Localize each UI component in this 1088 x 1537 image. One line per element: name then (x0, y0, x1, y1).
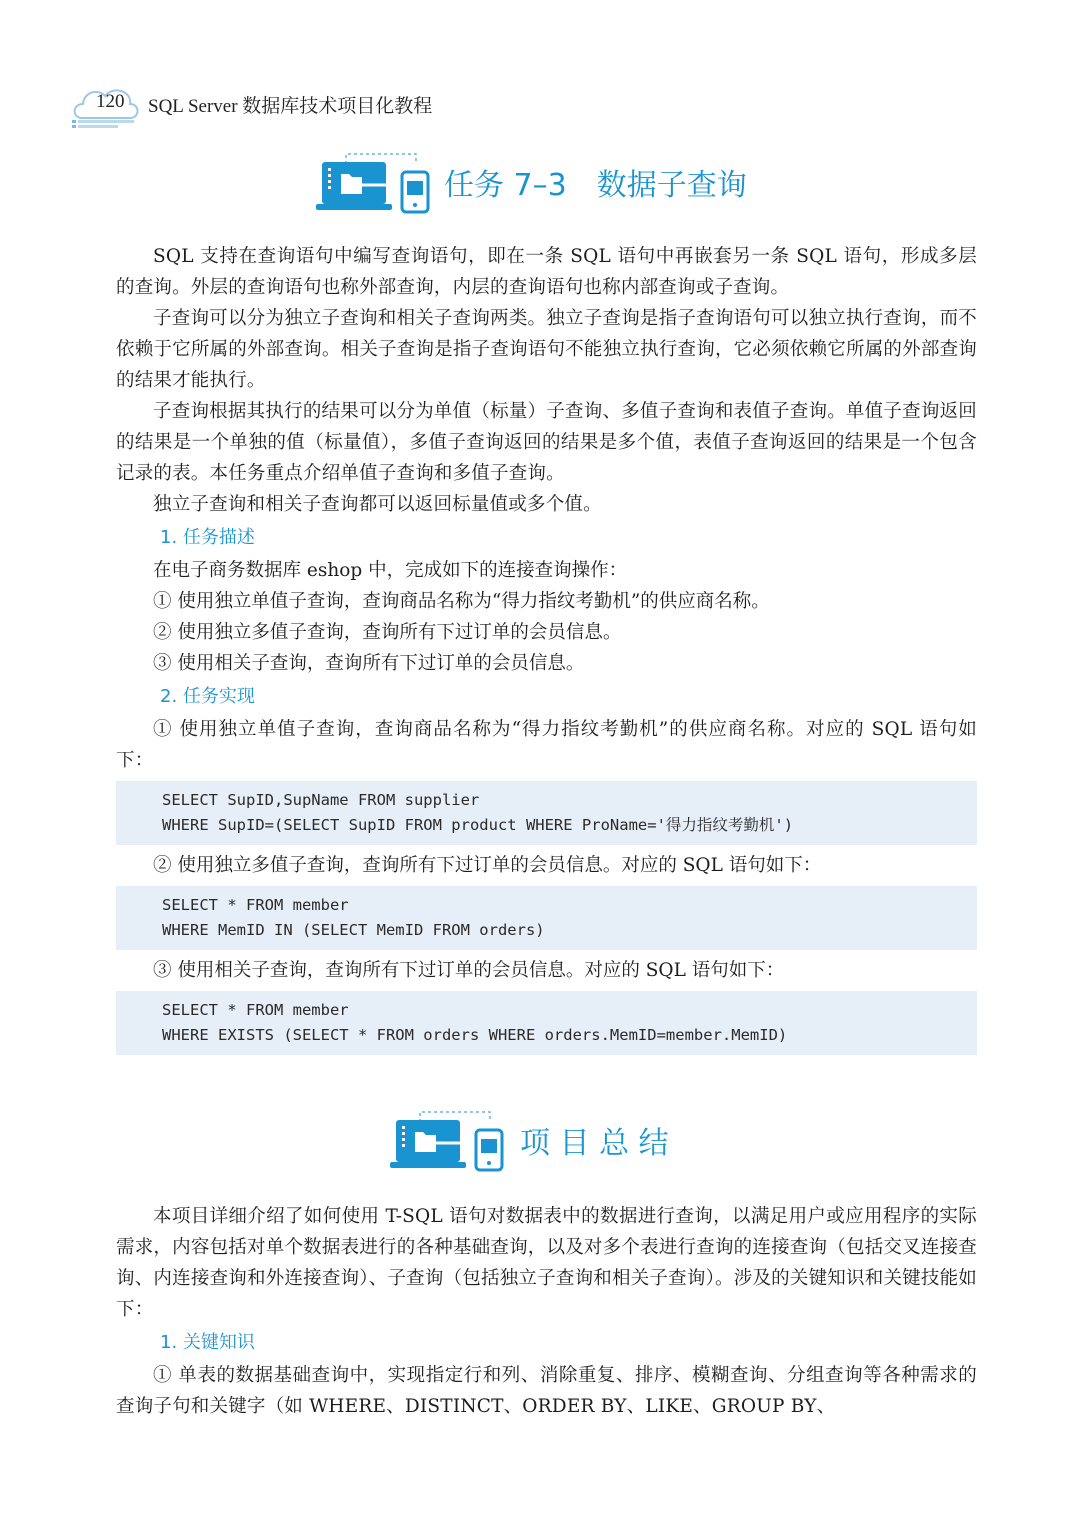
paragraph-4: 独立子查询和相关子查询都可以返回标量值或多个值。 (153, 494, 602, 515)
laptop-phone-icon (390, 1108, 508, 1172)
subheading-task-description: 1. 任务描述 (160, 527, 255, 548)
laptop-phone-icon (316, 150, 434, 214)
code-line: WHERE MemID IN (SELECT MemID FROM orders) (162, 921, 545, 939)
step-1-text: ① 使用独立单值子查询，查询商品名称为“得力指纹考勤机”的供应商名称。对应的 SQL 语句如下： (116, 719, 977, 771)
section-heading-summary (390, 1108, 669, 1172)
paragraph-1: SQL 支持在查询语句中编写查询语句，即在一条 SQL 语句中再嵌套另一条 SQL 语句，形成多层的查询。外层的查询语句也称外部查询，内层的查询语句也称内部查询或子查询。 (116, 246, 977, 298)
knowledge-item-1: ① 单表的数据基础查询中，实现指定行和列、消除重复、排序、模糊查询、分组查询等各种需求的查询子句和关键字（如 WHERE、DISTINCT、ORDER BY、LIKE、GROUP BY、 (116, 1365, 977, 1417)
task-item-2: ② 使用独立多值子查询，查询所有下过订单的会员信息。 (153, 622, 622, 643)
code-line: SELECT * FROM member (162, 1001, 349, 1019)
section-heading-task (316, 150, 747, 214)
page-number: 120 (96, 91, 125, 112)
task-item-1: ① 使用独立单值子查询，查询商品名称为“得力指纹考勤机”的供应商名称。 (153, 591, 770, 612)
task-section-body (116, 241, 977, 1060)
book-title: SQL Server 数据库技术项目化教程 (148, 96, 433, 117)
section-title: 任务 7–3 数据子查询 (444, 168, 747, 203)
code-line: WHERE SupID=(SELECT SupID FROM product WHERE ProName='得力指纹考勤机') (162, 816, 794, 834)
code-block-3 (116, 991, 977, 1055)
subheading-task-implementation: 2. 任务实现 (160, 686, 255, 707)
code-line: SELECT SupID,SupName FROM supplier (162, 791, 480, 809)
code-line: SELECT * FROM member (162, 896, 349, 914)
code-block-2 (116, 886, 977, 950)
step-3-text: ③ 使用相关子查询，查询所有下过订单的会员信息。对应的 SQL 语句如下： (153, 960, 785, 981)
running-header (70, 82, 630, 132)
paragraph-3: 子查询根据其执行的结果可以分为单值（标量）子查询、多值子查询和表值子查询。单值子查询返回的结果是一个单独的值（标量值），多值子查询返回的结果是多个值，表值子查询返回的结果是一个包含记录的表。本任务重点介绍单值子查询和多值子查询。 (116, 401, 977, 484)
step-2-text: ② 使用独立多值子查询，查询所有下过订单的会员信息。对应的 SQL 语句如下： (153, 855, 822, 876)
paragraph-2: 子查询可以分为独立子查询和相关子查询两类。独立子查询是指子查询语句可以独立执行查询，而不依赖于它所属的外部查询。相关子查询是指子查询语句不能独立执行查询，它必须依赖它所属的外部查询的结果才能执行。 (116, 308, 977, 391)
code-block-1 (116, 781, 977, 845)
summary-section-body (116, 1201, 977, 1422)
task-item-3: ③ 使用相关子查询，查询所有下过订单的会员信息。 (153, 653, 585, 674)
summary-title: 项 目 总 结 (520, 1126, 669, 1161)
task-intro: 在电子商务数据库 eshop 中，完成如下的连接查询操作： (153, 560, 628, 581)
subheading-key-knowledge: 1. 关键知识 (160, 1332, 255, 1353)
code-line: WHERE EXISTS (SELECT * FROM orders WHERE orders.MemID=member.MemID) (162, 1026, 788, 1044)
summary-paragraph: 本项目详细介绍了如何使用 T-SQL 语句对数据表中的数据进行查询，以满足用户或应用程序的实际需求，内容包括对单个数据表进行的各种基础查询，以及对多个表进行查询的连接查询（包括交叉连接查询、内连接查询和外连接查询）、子查询（包括独立子查询和相关子查询）。涉及的关键知识和关键技能如下： (116, 1206, 977, 1320)
